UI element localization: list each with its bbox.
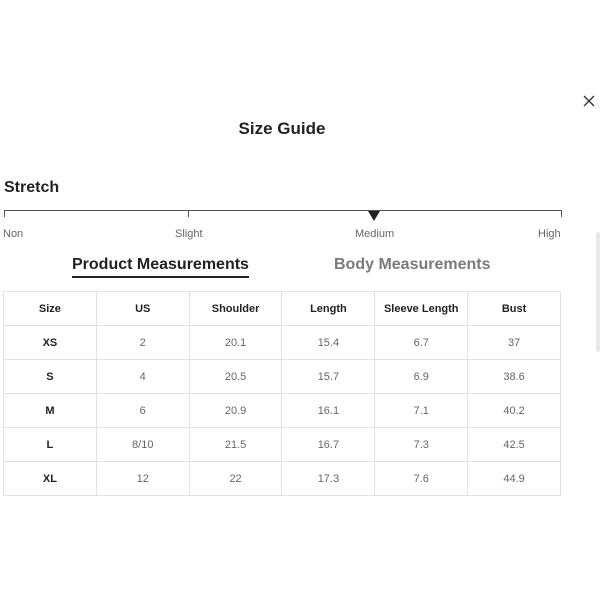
header-size: Size bbox=[4, 292, 97, 326]
cell-size: M bbox=[4, 394, 97, 428]
cell-shoulder: 20.5 bbox=[189, 360, 282, 394]
cell-sleeve-length: 6.7 bbox=[375, 326, 468, 360]
header-length: Length bbox=[282, 292, 375, 326]
cell-size: XL bbox=[4, 462, 97, 496]
cell-length: 16.7 bbox=[282, 428, 375, 462]
tab-body-measurements[interactable]: Body Measurements bbox=[334, 256, 491, 273]
cell-bust: 40.2 bbox=[468, 394, 561, 428]
stretch-tick-high bbox=[561, 210, 562, 217]
stretch-scale bbox=[4, 210, 562, 218]
cell-us: 6 bbox=[96, 394, 189, 428]
table-row bbox=[4, 326, 561, 360]
cell-sleeve-length: 6.9 bbox=[375, 360, 468, 394]
cell-us: 8/10 bbox=[96, 428, 189, 462]
cell-sleeve-length: 7.1 bbox=[375, 394, 468, 428]
cell-length: 17.3 bbox=[282, 462, 375, 496]
table-header-row bbox=[4, 292, 561, 326]
cell-shoulder: 20.1 bbox=[189, 326, 282, 360]
cell-shoulder: 21.5 bbox=[189, 428, 282, 462]
stretch-heading: Stretch bbox=[4, 179, 60, 196]
stretch-marker-icon bbox=[368, 211, 380, 221]
cell-bust: 38.6 bbox=[468, 360, 561, 394]
cell-sleeve-length: 7.6 bbox=[375, 462, 468, 496]
cell-size: XS bbox=[4, 326, 97, 360]
close-icon bbox=[582, 94, 596, 108]
header-us: US bbox=[96, 292, 189, 326]
header-bust: Bust bbox=[468, 292, 561, 326]
cell-shoulder: 20.9 bbox=[189, 394, 282, 428]
stretch-level-non: Non bbox=[3, 228, 24, 240]
stretch-level-medium: Medium bbox=[355, 228, 395, 240]
stretch-level-high: High bbox=[538, 228, 561, 240]
dialog-title: Size Guide bbox=[238, 119, 326, 138]
table-row bbox=[4, 360, 561, 394]
cell-size: L bbox=[4, 428, 97, 462]
header-shoulder: Shoulder bbox=[189, 292, 282, 326]
stretch-tick-slight bbox=[188, 210, 189, 217]
table-row bbox=[4, 462, 561, 496]
stretch-level-slight: Slight bbox=[175, 228, 203, 240]
cell-bust: 37 bbox=[468, 326, 561, 360]
cell-size: S bbox=[4, 360, 97, 394]
stretch-scale-line bbox=[4, 210, 562, 211]
stretch-tick-non bbox=[4, 210, 5, 217]
table-row bbox=[4, 428, 561, 462]
cell-bust: 44.9 bbox=[468, 462, 561, 496]
cell-us: 2 bbox=[96, 326, 189, 360]
close-button[interactable] bbox=[582, 94, 596, 108]
tab-product-measurements[interactable]: Product Measurements bbox=[72, 256, 249, 278]
cell-length: 15.7 bbox=[282, 360, 375, 394]
cell-shoulder: 22 bbox=[189, 462, 282, 496]
table-row bbox=[4, 394, 561, 428]
cell-bust: 42.5 bbox=[468, 428, 561, 462]
scrollbar[interactable] bbox=[596, 232, 600, 352]
cell-us: 12 bbox=[96, 462, 189, 496]
cell-us: 4 bbox=[96, 360, 189, 394]
header-sleeve-length: Sleeve Length bbox=[375, 292, 468, 326]
cell-length: 16.1 bbox=[282, 394, 375, 428]
cell-sleeve-length: 7.3 bbox=[375, 428, 468, 462]
size-table bbox=[3, 291, 561, 496]
cell-length: 15.4 bbox=[282, 326, 375, 360]
